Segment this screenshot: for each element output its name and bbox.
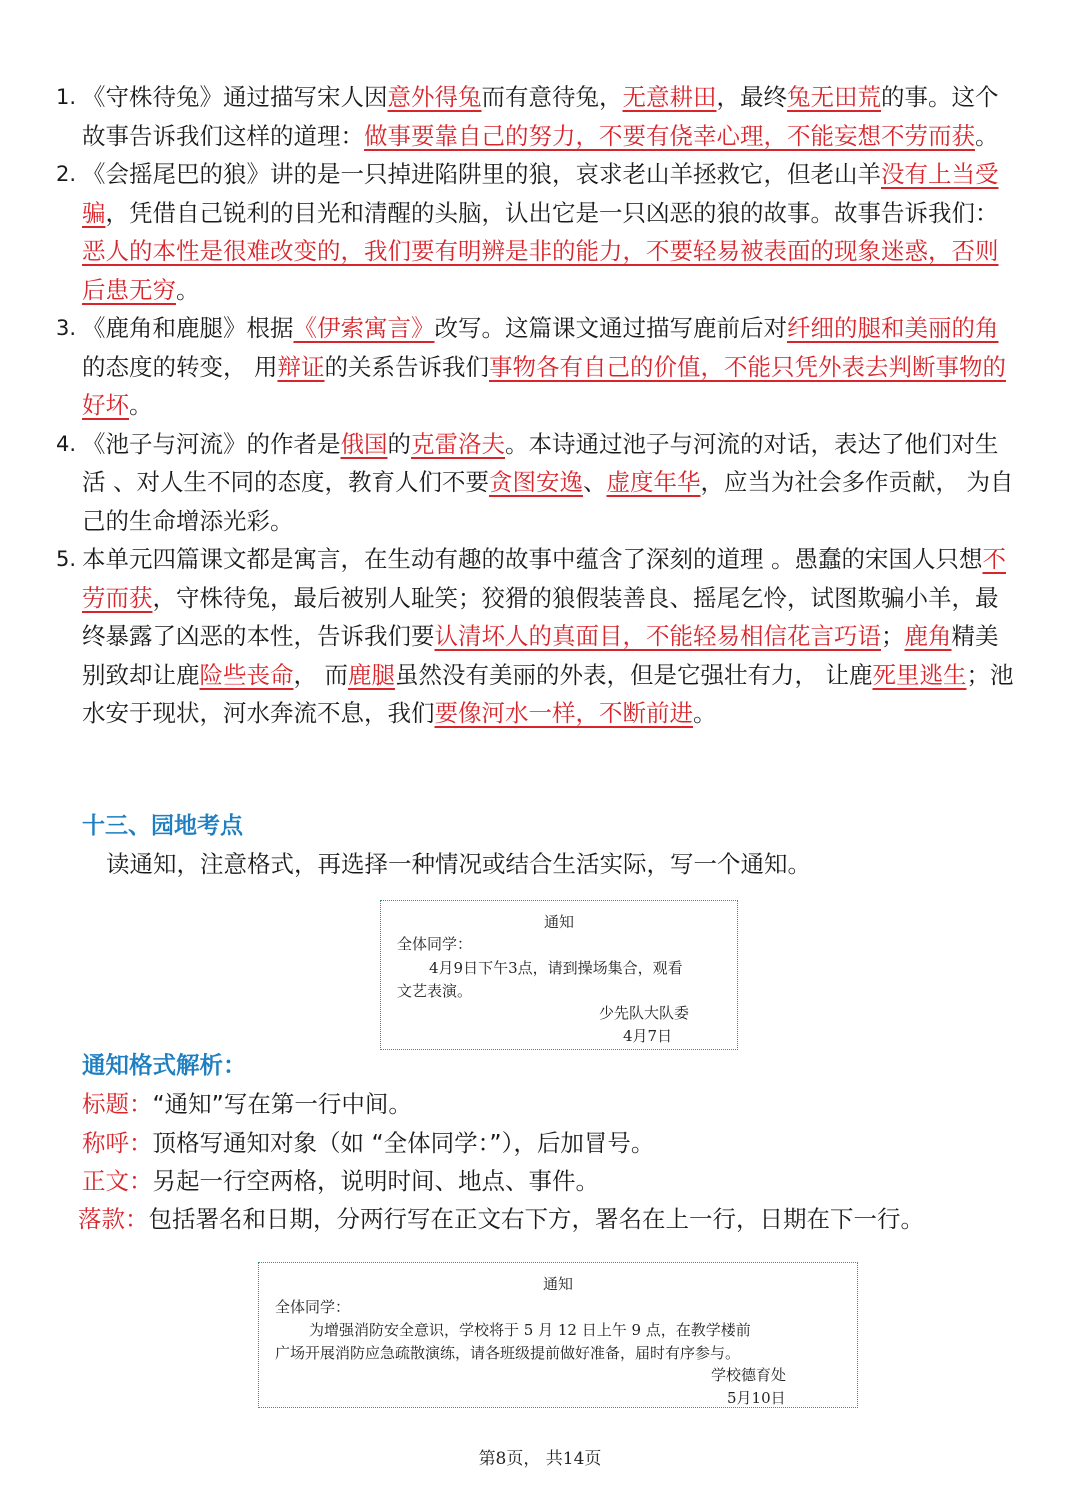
summary-list	[56, 78, 1016, 733]
item-number: 3.	[56, 316, 77, 340]
key-point-highlight: 要像河水一样，不断前进	[434, 699, 693, 727]
summary-item	[56, 540, 1016, 733]
sample-notice-2	[258, 1262, 858, 1408]
key-point-highlight: 虚度年华	[606, 468, 701, 496]
item-number: 5.	[56, 547, 77, 571]
section-title: 十三、园地考点	[82, 813, 243, 839]
format-row-title	[82, 1085, 412, 1123]
key-point-highlight: 死里逃生	[872, 660, 967, 689]
summary-item	[56, 309, 1016, 425]
item-text: ，凭借自己锐利的目光和清醒的头脑，认出它是一只凶恶的狼的故事。故事告诉我们：	[105, 198, 999, 227]
item-text: 而有意待兔，	[481, 83, 623, 111]
key-point-highlight: 意外得兔	[387, 83, 482, 111]
item-text: ，应当为社会多作贡献， 为自己的生命增添光彩。	[82, 468, 1014, 535]
key-point-highlight: 无意耕田	[622, 83, 717, 111]
notice-date: 5月10日	[727, 1389, 786, 1407]
format-label: 标题：	[82, 1090, 153, 1118]
notice-greeting: 全体同学：	[275, 1298, 351, 1316]
key-point-highlight: 认清坏人的真面目，不能轻易相信花言巧语	[434, 622, 881, 650]
format-text: 另起一行空两格，说明时间、地点、事件。	[152, 1167, 599, 1195]
item-text: 《池子与河流》的作者是	[82, 429, 341, 458]
format-text: 包括署名和日期，分两行写在正文右下方，署名在上一行，日期在下一行。	[148, 1205, 924, 1233]
format-text: “通知”写在第一行中间。	[152, 1090, 412, 1118]
item-text: ，最终	[716, 83, 787, 111]
item-text: 。本诗通过池子与河流的对话，表达了他们对生活 、对人生不同的态度，教育人们不要	[82, 429, 999, 496]
key-point-highlight: 兔无田荒	[787, 83, 881, 111]
key-point-highlight: 做事要靠自己的努力，不要有侥幸心理，不能妄想不劳而获	[364, 121, 975, 150]
item-text: 的关系告诉我们	[324, 352, 489, 381]
notice-title: 通知	[542, 1275, 573, 1293]
item-text: 。	[693, 699, 717, 727]
item-text: ，守株待兔，最后被别人耻笑；狡猾的狼假装善良、摇尾乞怜，试图欺骗小羊，最终暴露了凶恶的本性，告诉我们要	[82, 583, 999, 650]
item-text: 《会摇尾巴的狼》讲的是一只掉进陷阱里的狼，哀求老山羊拯救它，但老山羊	[82, 160, 881, 188]
format-label: 落款：	[78, 1205, 149, 1233]
page-footer: 第8页， 共14页	[478, 1449, 602, 1469]
key-point-highlight: 鹿角	[904, 622, 952, 650]
key-point-highlight: 不劳而获	[82, 545, 1006, 612]
item-text: 《守株待兔》通过描写宋人因	[82, 83, 388, 111]
key-point-highlight: 纤细的腿和美丽的角	[787, 314, 999, 342]
notice-body-line: 4月9日下午3点，请到操场集合，观看	[429, 959, 683, 977]
key-point-highlight: 克雷洛夫	[411, 429, 505, 458]
item-text: ；	[881, 622, 905, 650]
key-point-highlight: 辩证	[277, 352, 325, 381]
format-row-body	[82, 1162, 599, 1200]
item-text: 的事。这个故事告诉我们这样的道理：	[82, 83, 999, 150]
sample-notice-1	[380, 900, 738, 1050]
item-text: 、	[582, 468, 607, 496]
format-row-salutation	[82, 1124, 654, 1162]
notice-date: 4月7日	[623, 1027, 673, 1045]
summary-item	[56, 425, 1016, 541]
item-number: 2.	[56, 162, 77, 186]
notice-signer: 少先队大队委	[599, 1004, 690, 1022]
item-text: 虽然没有美丽的外表，但是它强壮有力， 让鹿	[394, 660, 873, 689]
summary-item	[56, 78, 1016, 155]
key-point-highlight: 《伊索寓言》	[293, 314, 435, 342]
notice-title: 通知	[543, 913, 574, 931]
summary-item	[56, 155, 1016, 309]
item-number: 4.	[56, 431, 77, 456]
key-point-highlight: 恶人的本性是很难改变的，我们要有明辨是非的能力，不要轻易被表面的现象迷惑，否则后患无穷	[82, 237, 999, 304]
notice-signer: 学校德育处	[711, 1366, 787, 1384]
notice-greeting: 全体同学：	[397, 935, 473, 953]
format-label: 正文：	[82, 1167, 153, 1195]
item-text: ， 而	[293, 660, 348, 689]
key-point-highlight: 没有上当受骗	[82, 160, 999, 227]
item-text: 的态度的转变， 用	[82, 352, 278, 381]
item-text: 本单元四篇课文都是寓言，在生动有趣的故事中蕴含了深刻的道理 。愚蠢的宋国人只想	[82, 545, 983, 573]
item-text: 的	[387, 429, 411, 458]
key-point-highlight: 俄国	[340, 429, 388, 458]
key-point-highlight: 险些丧命	[199, 660, 294, 689]
item-text: 改写。这篇课文通过描写鹿前后对	[434, 314, 787, 342]
notice-body-line: 广场开展消防应急疏散演练，请各班级提前做好准备，届时有序参与。	[275, 1344, 741, 1362]
item-text: 精美别致却让鹿	[82, 622, 999, 689]
key-point-highlight: 贪图安逸	[488, 468, 583, 496]
format-heading: 通知格式解析：	[82, 1051, 247, 1079]
key-point-highlight: 事物各有自己的价值，不能只凭外表去判断事物的好坏	[82, 352, 1006, 419]
item-text: 《鹿角和鹿腿》根据	[82, 314, 294, 342]
exercise-instruction: 读通知，注意格式，再选择一种情况或结合生活实际，写一个通知。	[106, 850, 811, 878]
item-number: 1.	[56, 85, 77, 109]
format-text: 顶格写通知对象（如 “全体同学：”），后加冒号。	[152, 1129, 655, 1157]
item-text: 。	[975, 121, 999, 150]
item-text: 。	[176, 275, 200, 304]
item-text: 。	[129, 391, 153, 419]
notice-body-line: 文艺表演。	[397, 982, 473, 1000]
key-point-highlight: 鹿腿	[347, 660, 395, 689]
item-text: ；池水安于现状，河水奔流不息，我们	[82, 660, 1014, 727]
notice-body-line: 为增强消防安全意识，学校将于 5 月 12 日上午 9 点，在教学楼前	[309, 1321, 751, 1339]
format-label: 称呼：	[82, 1129, 153, 1157]
format-row-signature	[78, 1200, 924, 1238]
